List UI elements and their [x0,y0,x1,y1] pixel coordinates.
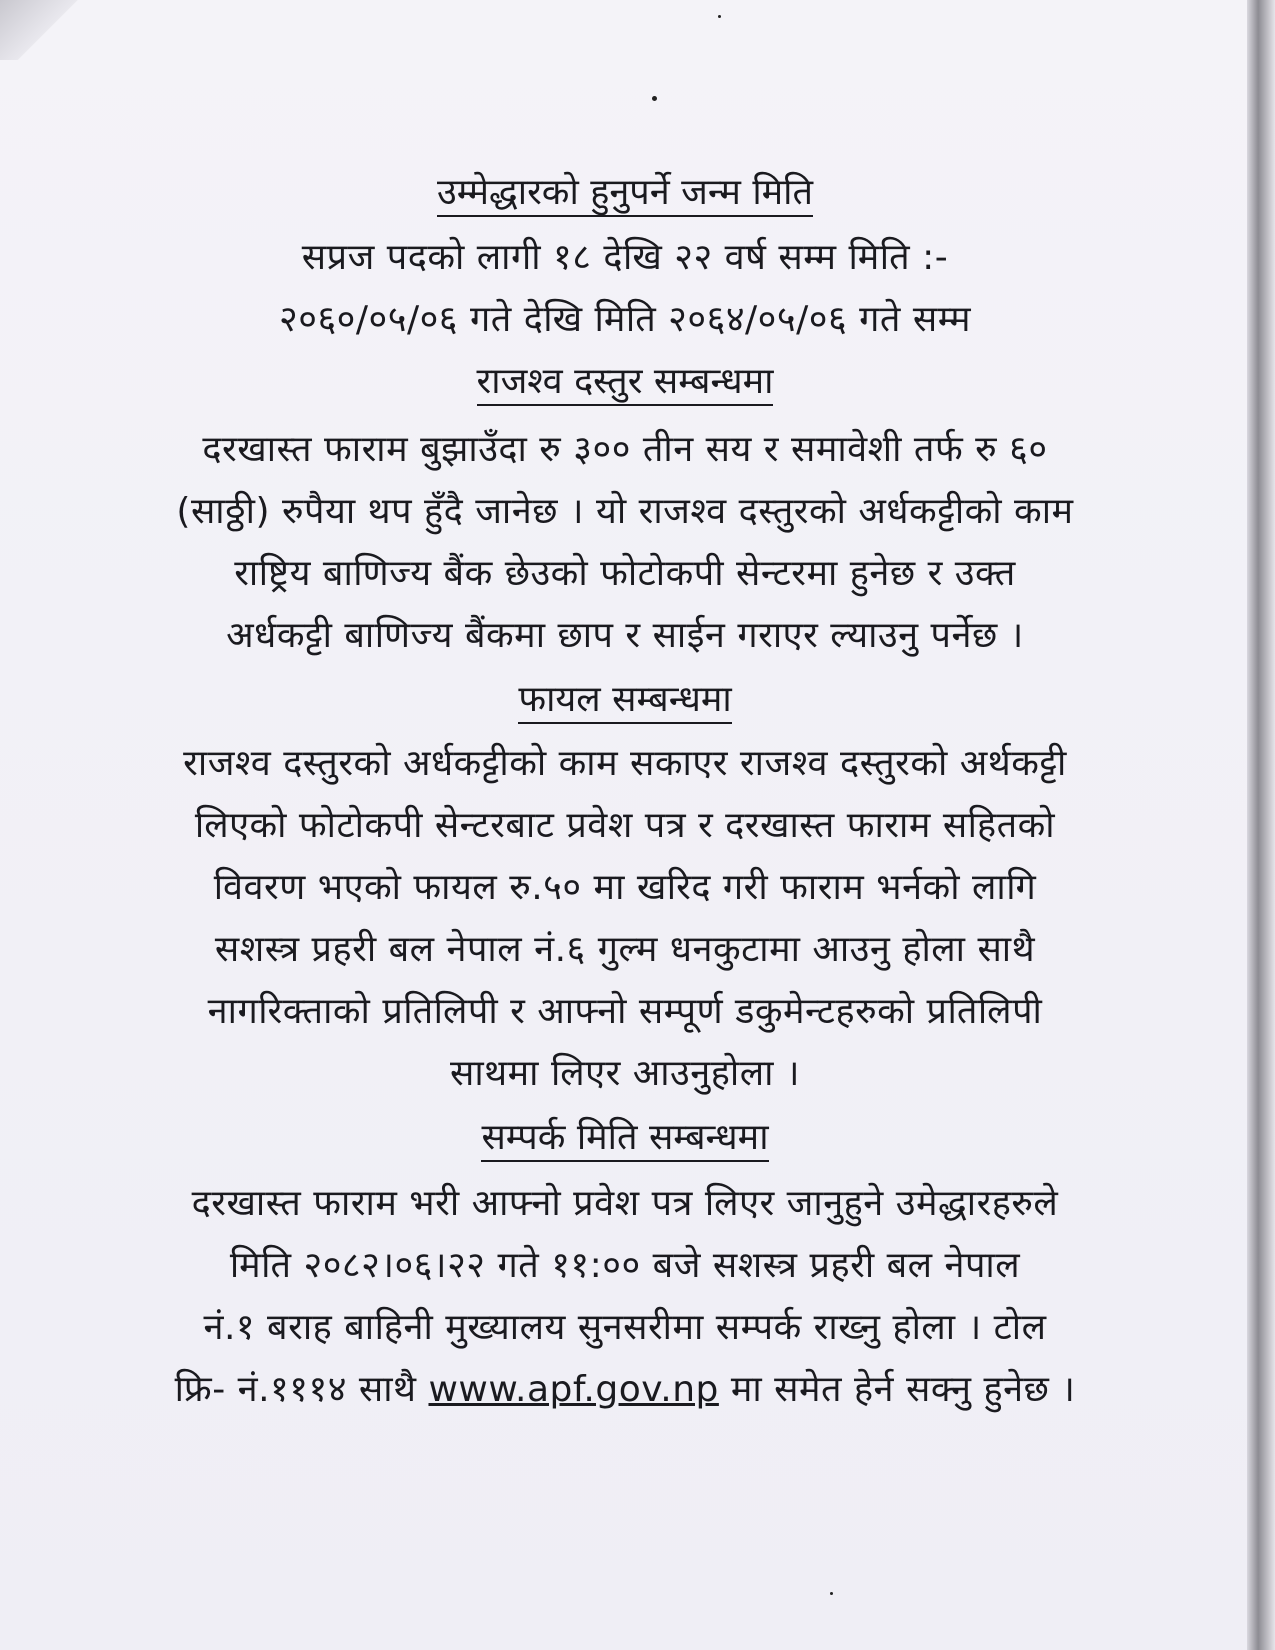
revenue-heading: राजश्व दस्तुर सम्बन्धमा [70,362,1180,402]
website-link[interactable]: www.apf.gov.np [428,1369,719,1410]
file-line-1: राजश्व दस्तुरको अर्धकट्टीको काम सकाएर राजश्व दस्तुरको अर्थकट्टी [183,743,1067,784]
contact-line-3: नं.१ बराह बाहिनी मुख्यालय सुनसरीमा सम्पर्क राख्नु होला । टोल [203,1307,1047,1348]
file-heading: फायल सम्बन्धमा [70,680,1180,720]
contact-heading: सम्पर्क मिति सम्बन्धमा [70,1118,1180,1158]
contact-line-4 [70,1368,1180,1412]
contact-line-4-suffix: मा समेत हेर्न सक्नु हुनेछ । [718,1369,1076,1410]
dob-line-2: २०६०/०५/०६ गते देखि मिति २०६४/०५/०६ गते सम्म [279,299,971,340]
file-line-6: साथमा लिएर आउनुहोला । [449,1053,801,1094]
file-line-2: लिएको फोटोकपी सेन्टरबाट प्रवेश पत्र र दरखास्त फाराम सहितको [194,805,1056,846]
file-line-3: विवरण भएको फायल रु.५० मा खरिद गरी फाराम भर्नको लागि [213,867,1037,908]
revenue-line-2: (साठ्ठी) रुपैया थप हुँदै जानेछ । यो राजश्व दस्तुरको अर्धकट्टीको काम [176,491,1074,532]
contact-line-2: मिति २०८२।०६।२२ गते ११:०० बजे सशस्त्र प्रहरी बल नेपाल [229,1245,1021,1286]
contact-line-4-prefix: फ्रि- नं.१११४ साथै [174,1369,429,1410]
file-line-5: नागरिक्ताको प्रतिलिपी र आफ्नो सम्पूर्ण डकुमेन्टहरुको प्रतिलिपी [207,991,1043,1032]
file-line-4: सशस्त्र प्रहरी बल नेपाल नं.६ गुल्म धनकुटामा आउनु होला साथै [214,929,1036,970]
speck [718,15,721,18]
page-edge-shadow [1247,0,1275,1650]
folded-corner [0,0,80,60]
dob-heading: उम्मेद्धारको हुनुपर्ने जन्म मिति [70,173,1180,213]
dob-line-1: सप्रज पदको लागी १८ देखि २२ वर्ष सम्म मिति :- [301,237,949,278]
revenue-line-1: दरखास्त फाराम बुझाउँदा रु ३०० तीन सय र समावेशी तर्फ रु ६० [202,429,1048,470]
speck [830,1592,833,1595]
revenue-line-3: राष्ट्रिय बाणिज्य बैंक छेउको फोटोकपी सेन्टरमा हुनेछ र उक्त [234,553,1016,594]
contact-line-1: दरखास्त फाराम भरी आफ्नो प्रवेश पत्र लिएर जानुहुने उमेद्धारहरुले [191,1183,1059,1224]
speck [652,96,657,101]
revenue-line-4: अर्धकट्टी बाणिज्य बैंकमा छाप र साईन गराएर ल्याउनु पर्नेछ । [226,615,1024,656]
